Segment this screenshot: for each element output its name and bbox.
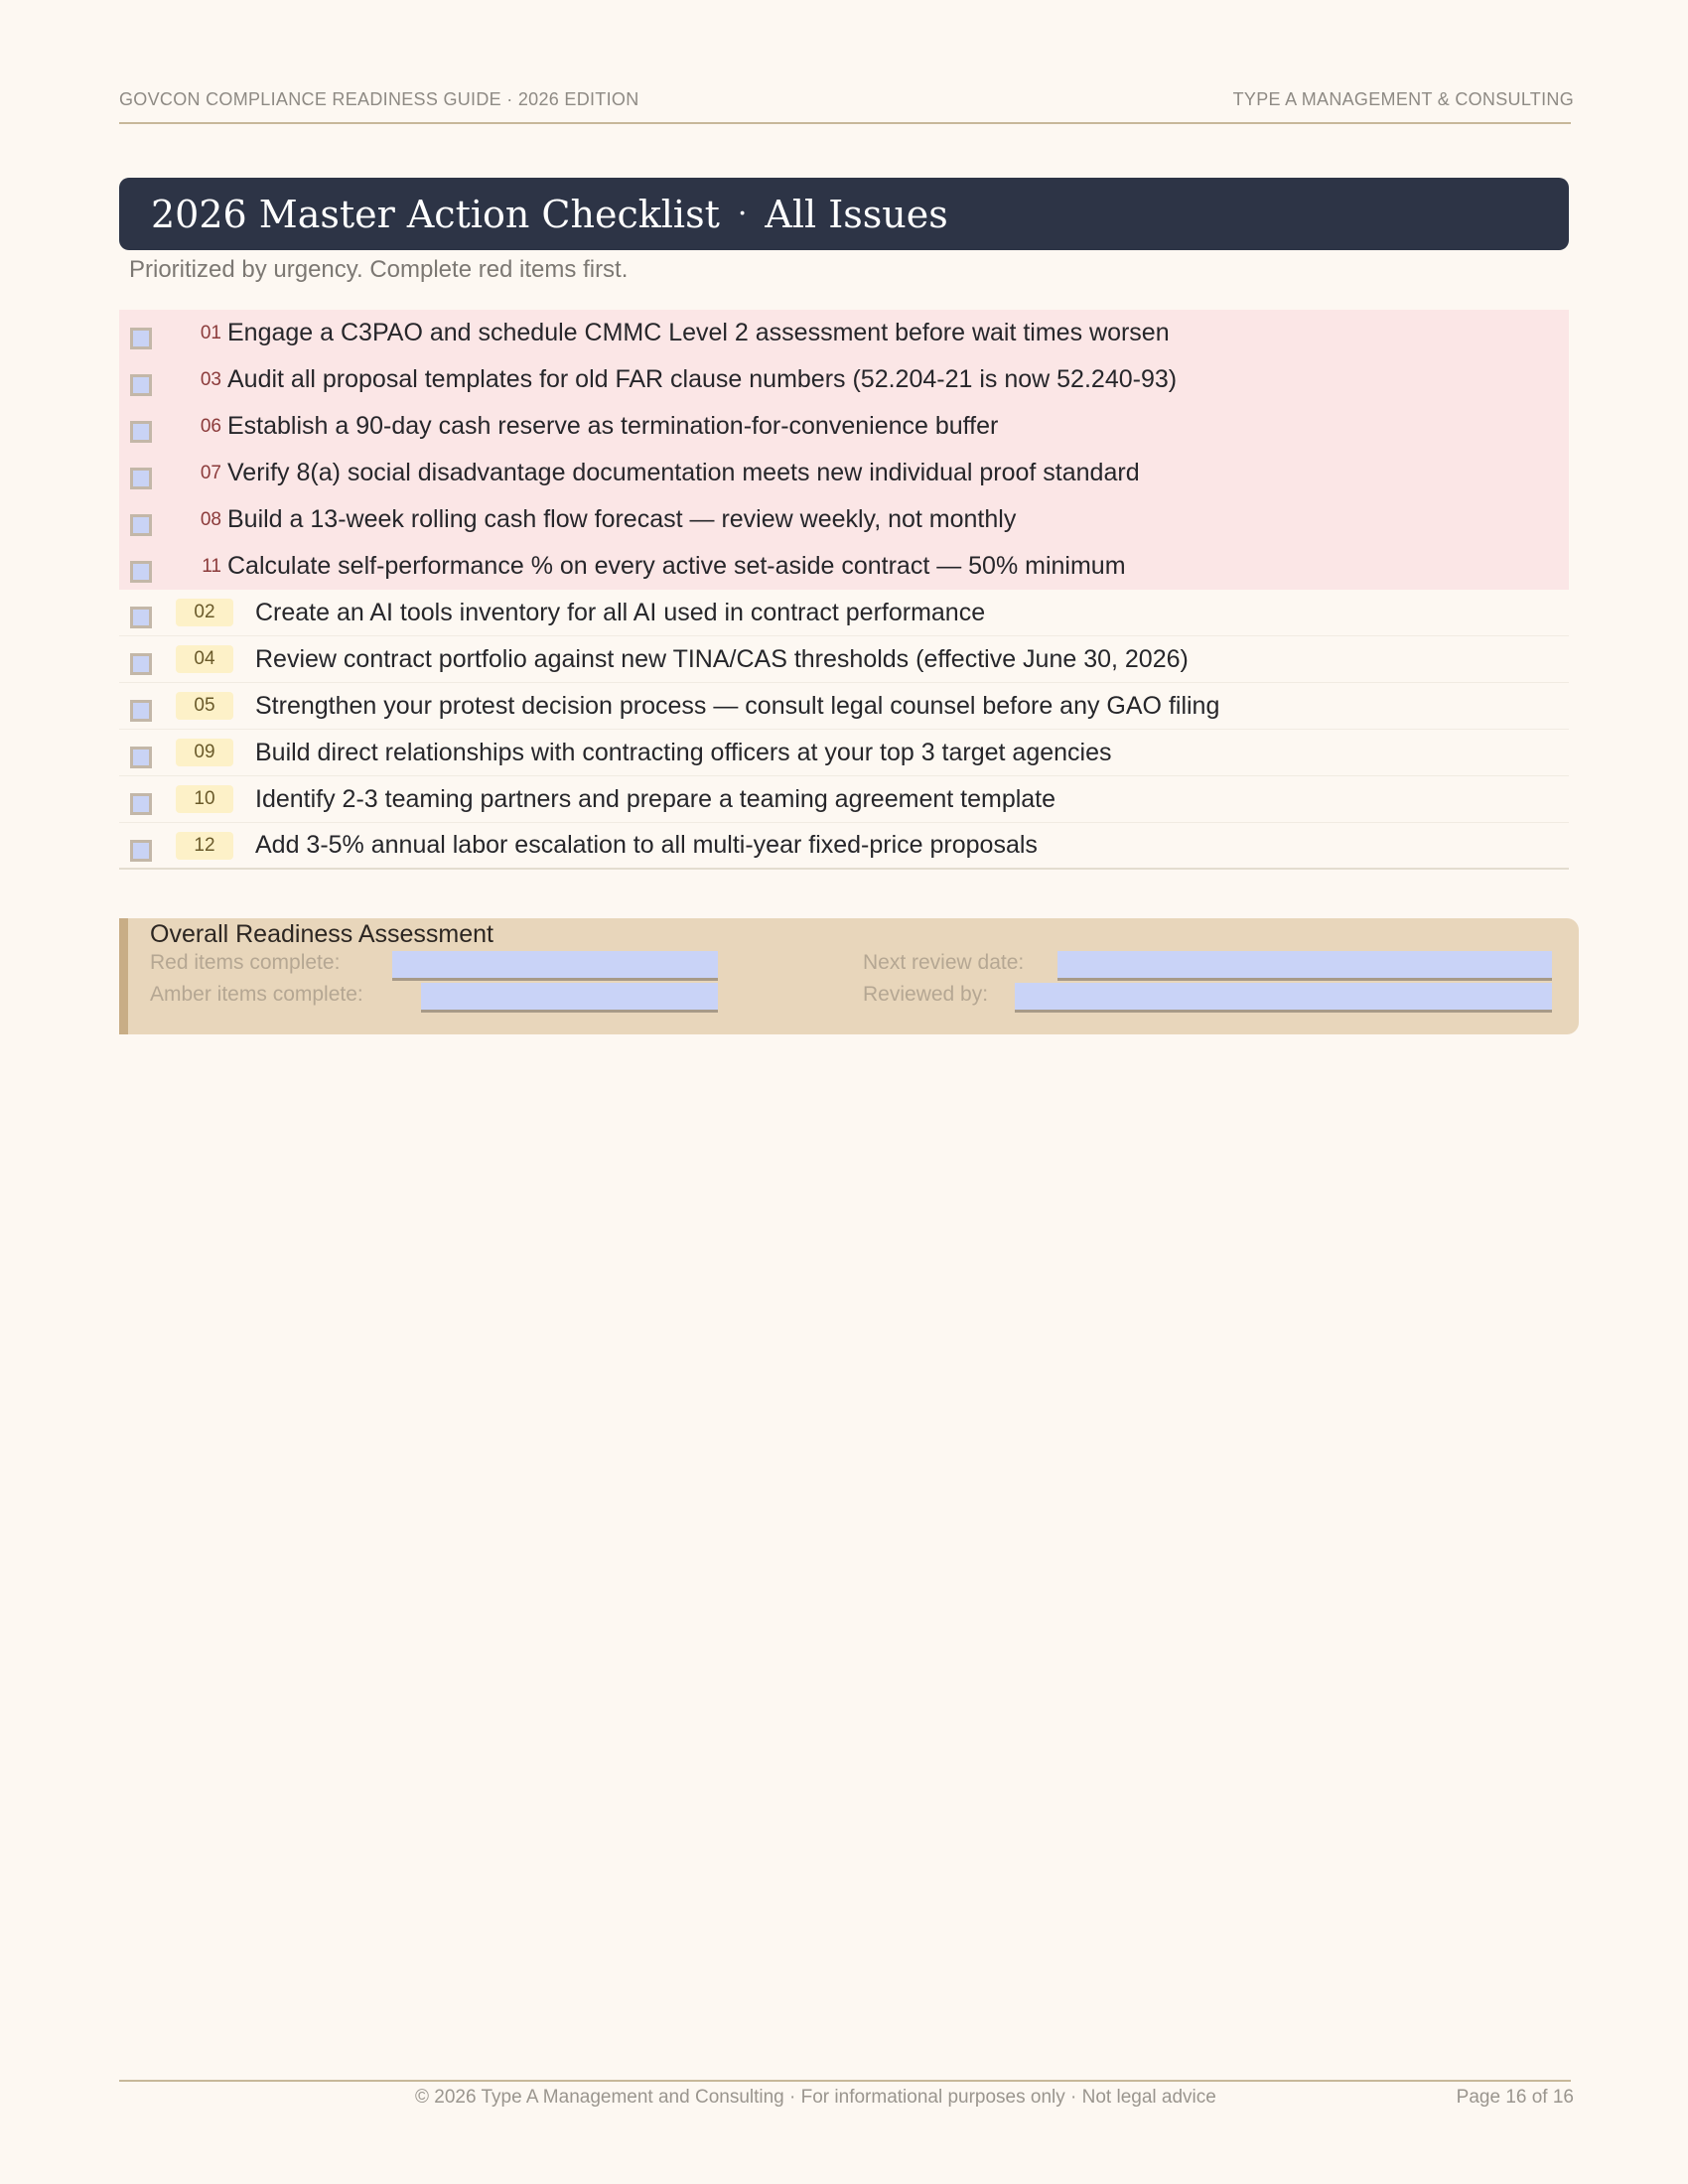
red-items-label: Red items complete: — [150, 951, 341, 974]
page-title-bar — [119, 178, 1569, 250]
reviewed-by-input[interactable] — [1015, 983, 1552, 1013]
item-number: 11 — [202, 555, 221, 577]
item-checkbox[interactable] — [130, 328, 152, 349]
readiness-assessment-box — [119, 918, 1579, 1034]
header-divider — [119, 122, 1571, 124]
checklist-item-red — [119, 543, 1569, 590]
next-review-date-input[interactable] — [1057, 951, 1552, 981]
checklist-item-amber — [119, 683, 1569, 730]
checklist-item-amber — [119, 776, 1569, 823]
page-title: 2026 Master Action Checklist — [151, 192, 720, 236]
item-number: 01 — [200, 322, 221, 343]
header-company-name: TYPE A MANAGEMENT & CONSULTING — [1232, 89, 1574, 109]
item-text: Add 3-5% annual labor escalation to all multi-year fixed-price proposals — [255, 831, 1038, 859]
page-title-suffix: All Issues — [765, 192, 948, 236]
checklist-item-amber — [119, 590, 1569, 636]
item-checkbox[interactable] — [130, 747, 152, 768]
checklist-item-red — [119, 403, 1569, 450]
reviewed-by-label: Reviewed by: — [863, 983, 989, 1006]
item-checkbox[interactable] — [130, 468, 152, 489]
item-text: Strengthen your protest decision process — consult legal counsel before any GAO filing — [255, 691, 1220, 720]
amber-items-label: Amber items complete: — [150, 983, 363, 1006]
item-checkbox[interactable] — [130, 700, 152, 722]
checklist-item-amber — [119, 823, 1569, 870]
item-checkbox[interactable] — [130, 374, 152, 396]
master-checklist — [119, 310, 1569, 870]
item-text: Engage a C3PAO and schedule CMMC Level 2 assessment before wait times worsen — [227, 319, 1170, 346]
item-checkbox[interactable] — [130, 607, 152, 628]
header-guide-title: GOVCON COMPLIANCE READINESS GUIDE · 2026 EDITION — [119, 89, 639, 109]
item-text: Calculate self-performance % on every active set-aside contract — 50% minimum — [227, 552, 1126, 580]
assessment-title: Overall Readiness Assessment — [150, 920, 493, 948]
checklist-item-red — [119, 496, 1569, 543]
footer-copyright: © 2026 Type A Management and Consulting · For informational purposes only · Not legal advice — [415, 2087, 1216, 2108]
item-number: 07 — [200, 462, 221, 483]
item-text: Verify 8(a) social disadvantage documentation meets new individual proof standard — [227, 459, 1140, 486]
item-number: 08 — [200, 508, 221, 530]
item-checkbox[interactable] — [130, 421, 152, 443]
item-text: Establish a 90-day cash reserve as termination-for-convenience buffer — [227, 412, 999, 440]
item-checkbox[interactable] — [130, 840, 152, 862]
item-checkbox[interactable] — [130, 514, 152, 536]
page-header — [119, 89, 1574, 110]
item-text: Review contract portfolio against new TINA/CAS thresholds (effective June 30, 2026) — [255, 644, 1189, 673]
item-checkbox[interactable] — [130, 653, 152, 675]
item-text: Create an AI tools inventory for all AI used in contract performance — [255, 598, 986, 626]
item-number-badge: 04 — [176, 645, 233, 673]
checklist-item-amber — [119, 636, 1569, 683]
page-number: Page 16 of 16 — [1456, 2087, 1574, 2108]
item-number-badge: 10 — [176, 785, 233, 813]
footer-divider — [119, 2080, 1571, 2082]
item-number: 03 — [200, 368, 221, 390]
item-number-badge: 09 — [176, 739, 233, 766]
item-checkbox[interactable] — [130, 561, 152, 583]
title-separator: · — [737, 197, 748, 231]
item-number-badge: 05 — [176, 692, 233, 720]
checklist-item-amber — [119, 730, 1569, 776]
item-number: 06 — [200, 415, 221, 437]
page-subtitle: Prioritized by urgency. Complete red items first. — [129, 256, 629, 283]
item-checkbox[interactable] — [130, 793, 152, 815]
checklist-item-red — [119, 310, 1569, 356]
red-items-complete-input[interactable] — [392, 951, 718, 981]
checklist-item-red — [119, 356, 1569, 403]
item-number-badge: 02 — [176, 599, 233, 626]
item-text: Build a 13-week rolling cash flow forecast — review weekly, not monthly — [227, 505, 1017, 533]
item-number-badge: 12 — [176, 832, 233, 860]
amber-items-complete-input[interactable] — [421, 983, 718, 1013]
item-text: Build direct relationships with contracting officers at your top 3 target agencies — [255, 738, 1112, 766]
item-text: Audit all proposal templates for old FAR clause numbers (52.204-21 is now 52.240-93) — [227, 365, 1178, 393]
next-review-label: Next review date: — [863, 951, 1025, 974]
checklist-item-red — [119, 450, 1569, 496]
item-text: Identify 2-3 teaming partners and prepare a teaming agreement template — [255, 784, 1056, 813]
